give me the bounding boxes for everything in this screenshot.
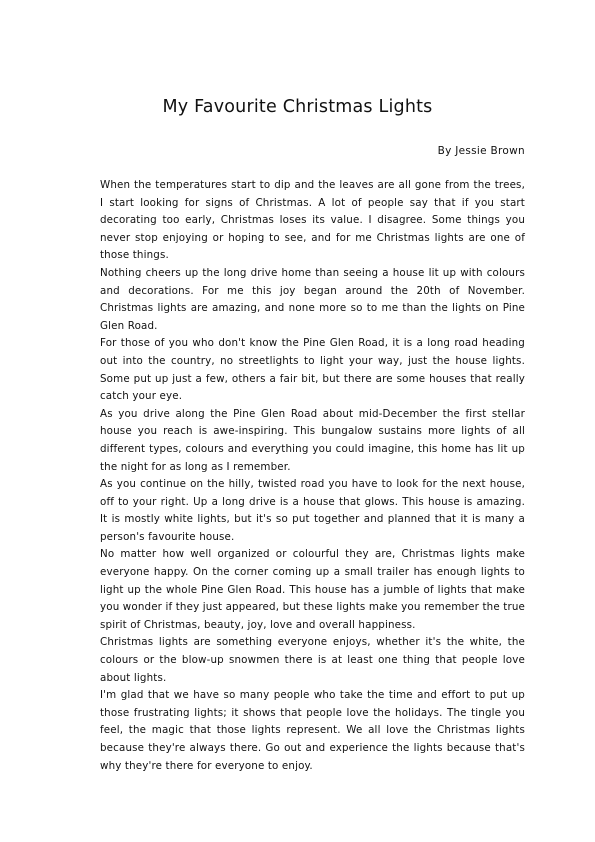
author-byline: By Jessie Brown (437, 145, 525, 157)
document-title: My Favourite Christmas Lights (162, 97, 433, 117)
paragraph: For those of you who don't know the Pine Glen Road, it is a long road heading out into the country, no streetlights to light your way, just the house lights. Some put up just a few, others a fair bit, but there are some houses that really catch your eye. (100, 337, 525, 403)
paragraph: As you drive along the Pine Glen Road about mid-December the first stellar house you reach is awe-inspiring. This bungalow sustains more lights of all different types, colours and everything you could imagine, this home has lit up the night for as long as I remember. (100, 407, 525, 473)
paragraph: Nothing cheers up the long drive home than seeing a house lit up with colours and decorations. For me this joy began around the 20th of November. Christmas lights are amazing, and none more so to me than the lights on Pine Glen Road. (100, 266, 525, 332)
paragraph: I'm glad that we have so many people who take the time and effort to put up those frustrating lights; it shows that people love the holidays. The tingle you feel, the magic that those lights represent. We all love the Christmas lights because they're always there. Go out and experience the lights because that's why they're there for everyone to enjoy. (100, 689, 525, 772)
paragraph: When the temperatures start to dip and the leaves are all gone from the trees, I start looking for signs of Christmas. A lot of people say that if you start decorating too early, Christmas loses its value. I disagree. Some things you never stop enjoying or hoping to see, and for me Christmas lights are one of those things. (100, 179, 525, 262)
paragraph: As you continue on the hilly, twisted road you have to look for the next house, off to your right. Up a long drive is a house that glows. This house is amazing. It is mostly white lights, but it's so put together and planned that it is many a person's favourite house. (100, 478, 525, 543)
paragraph: Christmas lights are something everyone enjoys, whether it's the white, the colours or the blow-up snowmen there is at least one thing that people love about lights. (100, 636, 525, 684)
paragraph: No matter how well organized or colourful they are, Christmas lights make everyone happy. On the corner coming up a small trailer has enough lights to light up the whole Pine Glen Road. This house has a jumble of lights that make you wonder if they just appeared, but these lights make you remember the true spirit of Christmas, beauty, joy, love and overall happiness. (100, 548, 525, 631)
article-body (100, 177, 525, 775)
